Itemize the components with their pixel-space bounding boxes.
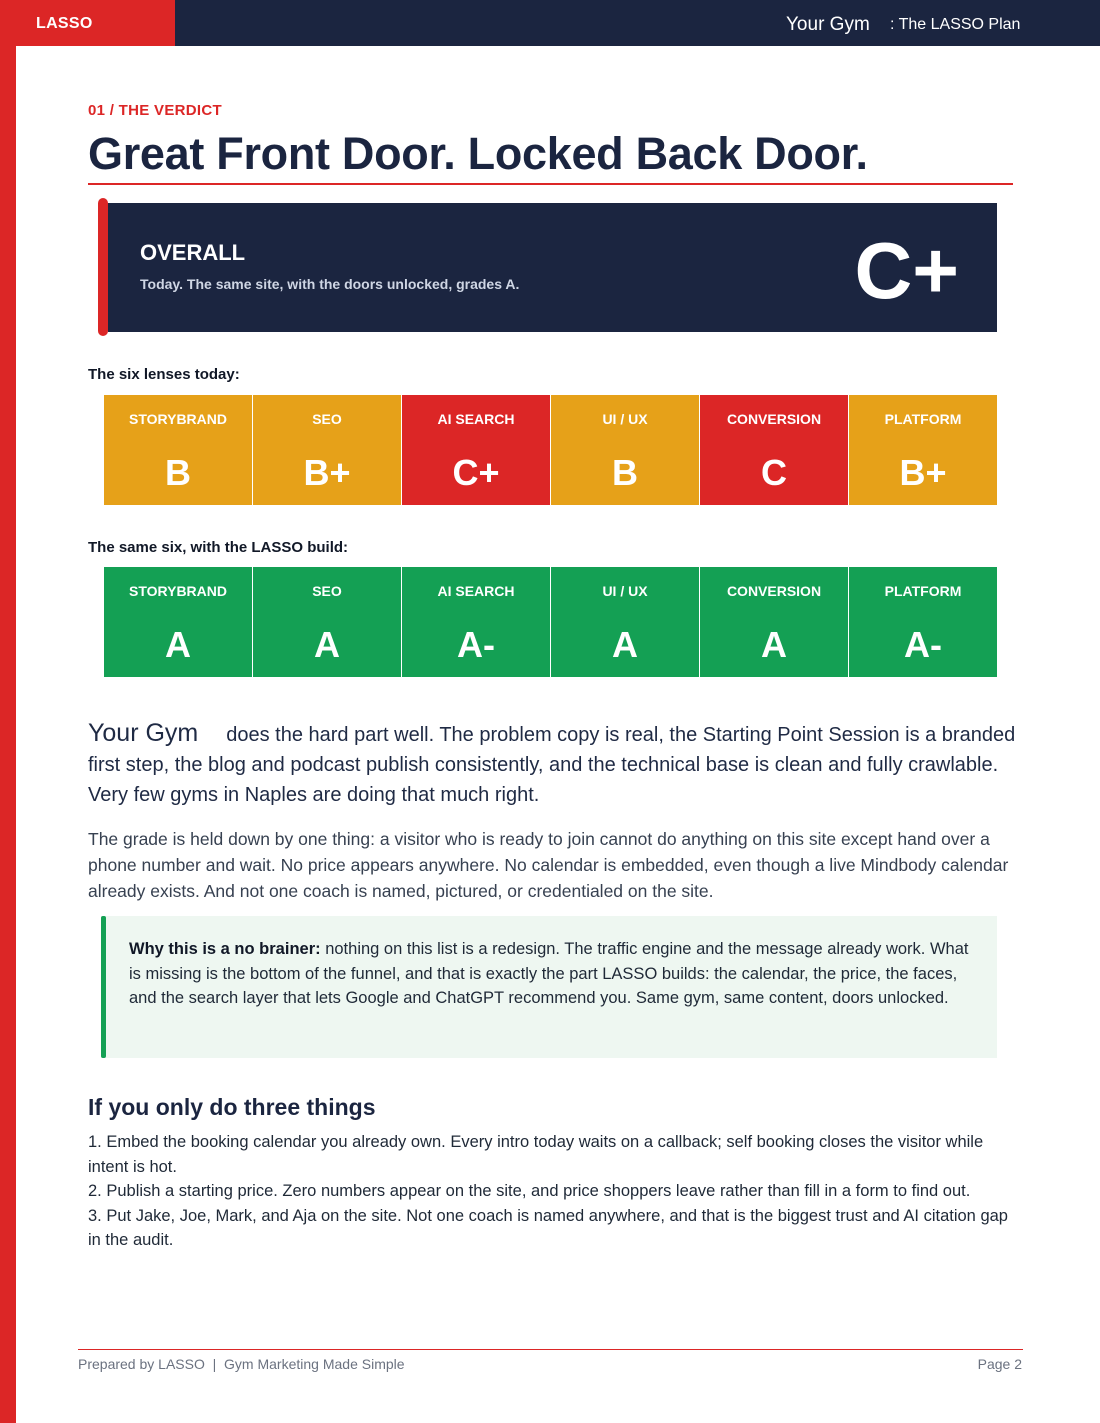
today-cell-ui-ux (551, 395, 699, 505)
build-cell-storybrand (104, 567, 252, 677)
overall-accent-bar (98, 198, 108, 336)
lens-label: PLATFORM (884, 583, 962, 599)
lens-label: STORYBRAND (128, 411, 227, 427)
today-cell-conversion (700, 395, 848, 505)
lead-paragraph (88, 718, 1018, 810)
today-grid-label: The six lenses today: (88, 366, 240, 383)
build-cell-seo (253, 567, 401, 677)
today-cell-storybrand (104, 395, 252, 505)
three-things-heading: If you only do three things (88, 1094, 376, 1120)
header-plan-label: : The LASSO Plan (890, 16, 1021, 33)
overall-grade: C+ (854, 226, 959, 315)
lens-label: SEO (312, 411, 342, 427)
list-item: 1. Embed the booking calendar you already own. Every intro today waits on a callback; self booking closes the visitor while intent is hot. (88, 1133, 984, 1176)
list-item: 2. Publish a starting price. Zero numbers appear on the site, and price shoppers leave rather than fill in a form to find out. (88, 1182, 971, 1200)
page-number: Page 2 (977, 1356, 1022, 1372)
callout-lead: Why this is a no brainer: (129, 940, 321, 958)
lens-grade: A (761, 624, 787, 665)
overall-grade-panel (108, 203, 997, 332)
lens-label: CONVERSION (726, 411, 822, 427)
lens-grade: B (165, 452, 191, 493)
lens-label: AI SEARCH (437, 411, 515, 427)
brand-block (0, 0, 175, 46)
lens-grade: A (314, 624, 340, 665)
overall-subtitle: Today. The same site, with the doors unlocked, grades A. (140, 276, 520, 292)
no-brainer-callout (101, 916, 997, 1058)
lens-label: SEO (312, 583, 342, 599)
left-accent-stripe (0, 0, 16, 1423)
today-cell-seo (253, 395, 401, 505)
title-divider (88, 183, 1013, 185)
lens-grade: C+ (452, 452, 500, 493)
page-title: Great Front Door. Locked Back Door. (88, 128, 868, 179)
lens-grade: C (761, 452, 787, 493)
brand-logo: LASSO (36, 15, 93, 32)
lens-label: CONVERSION (726, 583, 822, 599)
build-cell-conversion (700, 567, 848, 677)
section-label: 01 / THE VERDICT (88, 102, 222, 119)
lens-label: AI SEARCH (437, 583, 515, 599)
callout-body: nothing on this list is a redesign. The traffic engine and the message already work. What is missing is the bottom of the funnel, and that is exactly the part LASSO builds: the calendar, the price, the faces, and the search layer that lets Google and ChatGPT recommend you. Same gym, same content, doors unlocked. (129, 940, 969, 1007)
body-paragraph: The grade is held down by one thing: a visitor who is ready to join cannot do anything on this site except hand over a phone number and wait. No price appears anywhere. No calendar is embedded, even though a live Mindbody calendar already exists. And not one coach is named, pictured, or credentialed on the site. (88, 829, 1009, 901)
lens-grade: A- (457, 624, 495, 665)
lens-grade: B+ (303, 452, 351, 493)
lens-grade: A- (904, 624, 942, 665)
lens-grade: B (612, 452, 638, 493)
lead-gym-name: Your Gym (88, 719, 199, 747)
build-grid-label: The same six, with the LASSO build: (88, 539, 349, 556)
lens-label: UI / UX (602, 411, 648, 427)
today-cell-platform (849, 395, 997, 505)
build-cell-ui-ux (551, 567, 699, 677)
lens-grade: A (612, 624, 638, 665)
header-gym-name: Your Gym (786, 14, 870, 35)
footer-divider (78, 1349, 1023, 1350)
lens-label: PLATFORM (884, 411, 962, 427)
lens-grade: A (165, 624, 191, 665)
build-grade-grid (104, 567, 997, 677)
today-grade-grid (104, 395, 997, 505)
lens-grade: B+ (899, 452, 947, 493)
build-cell-ai-search (402, 567, 550, 677)
header-bar (0, 0, 1100, 46)
callout-accent-bar (101, 916, 106, 1058)
list-item: 3. Put Jake, Joe, Mark, and Aja on the site. Not one coach is named anywhere, and that is the biggest trust and AI citation gap in the audit. (88, 1206, 1008, 1249)
overall-label: OVERALL (140, 240, 246, 265)
lens-label: UI / UX (602, 583, 648, 599)
today-cell-ai-search (402, 395, 550, 505)
lens-label: STORYBRAND (128, 583, 227, 599)
lead-text: does the hard part well. The problem copy is real, the Starting Point Session is a branded first step, the blog and podcast publish consistently, and the technical base is clean and fully crawlable. Very few gyms in Naples are doing that much right. (88, 724, 1016, 806)
build-cell-platform (849, 567, 997, 677)
three-things-list (88, 1130, 1023, 1253)
callout-text (129, 937, 969, 1011)
footer-credit: Prepared by LASSO | Gym Marketing Made Simple (78, 1356, 405, 1372)
